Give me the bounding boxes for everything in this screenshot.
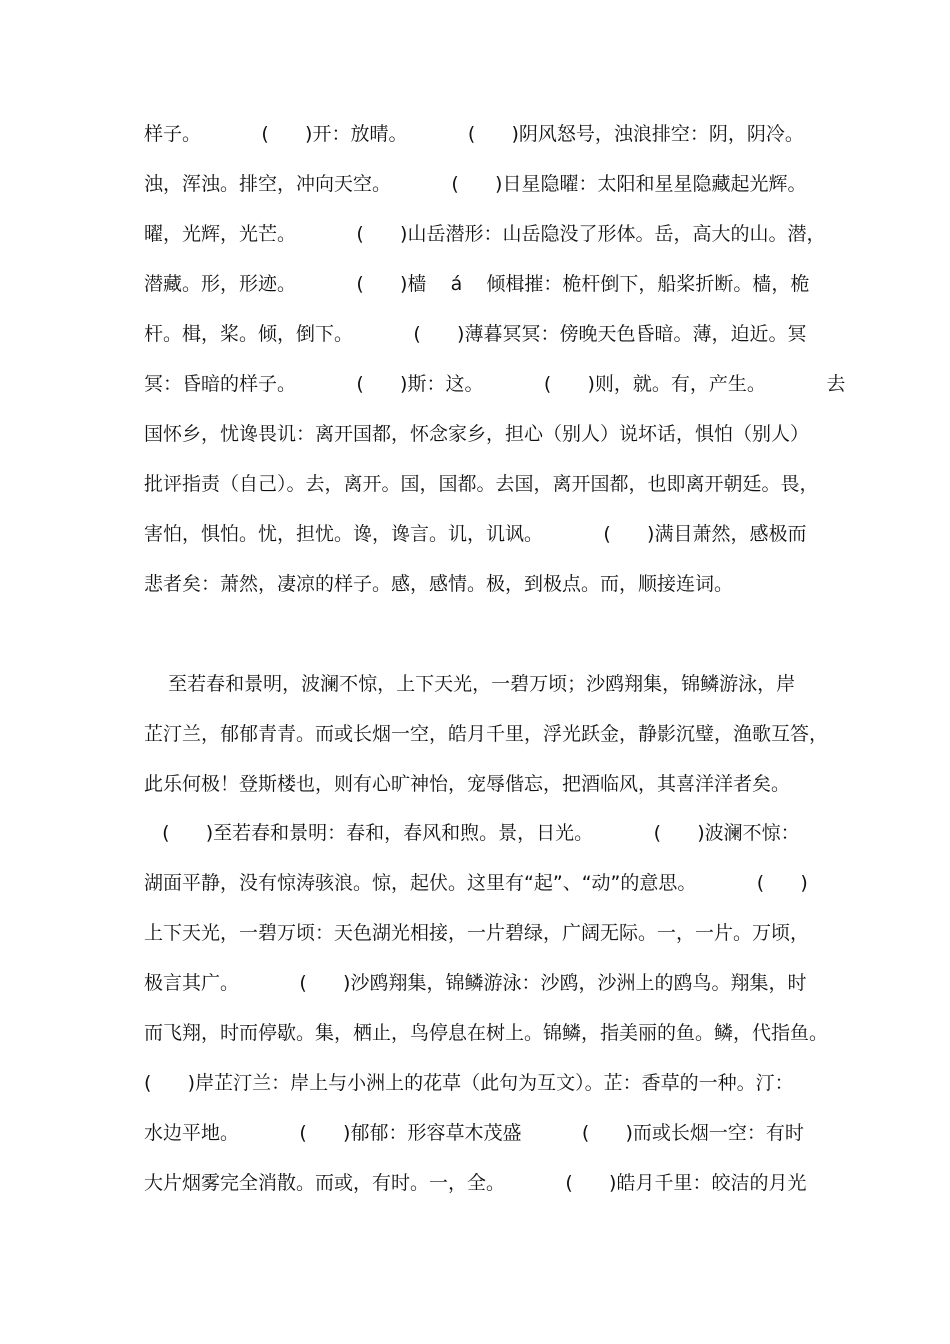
text-line: 湖面平静，没有惊涛骇浪。惊，起伏。这里有“起”、“动”的意思。 ( ) [144, 872, 808, 894]
text-line: 曜，光辉，光芒。 ( )山岳潜形：山岳隐没了形体。岳，高大的山。潜， [144, 223, 826, 245]
text-line: 浊，浑浊。排空，冲向天空。 ( )日星隐曜：太阳和星星隐藏起光辉。 [144, 173, 807, 195]
text-line: 潜藏。形，形迹。 ( )樯 á 倾楫摧：桅杆倒下，船桨折断。樯，桅 [144, 273, 810, 295]
text-line: 此乐何极！登斯楼也，则有心旷神怡，宠辱偕忘，把酒临风，其喜洋洋者矣。 [144, 773, 791, 795]
text-line: ( )岸芷汀兰：岸上与小洲上的花草（此句为互文）。芷：香草的一种。汀： [144, 1072, 794, 1094]
text-line: ( )至若春和景明：春和，春风和煦。景，日光。 ( )波澜不惊： [144, 822, 800, 844]
text-line: 批评指责（自己）。去，离开。国，国都。去国，离开国都，也即离开朝廷。畏， [144, 473, 819, 495]
text-line: 上下天光，一碧万顷：天色湖光相接，一片碧绿，广阔无际。一，一片。万顷， [144, 922, 810, 944]
text-line: 大片烟雾完全消散。而或，有时。一，全。 ( )皓月千里：皎洁的月光 [144, 1172, 807, 1194]
text-line: 水边平地。 ( )郁郁：形容草木茂盛 ( )而或长烟一空：有时 [144, 1122, 804, 1144]
text-line: 芷汀兰，郁郁青青。而或长烟一空，皓月千里，浮光跃金，静影沉璧，渔歌互答， [144, 723, 829, 745]
text-line: 冥：昏暗的样子。 ( )斯：这。 ( )则，就。有，产生。 去 [144, 373, 846, 395]
text-line: 悲者矣：萧然，凄凉的样子。感，感情。极，到极点。而，顺接连词。 [144, 573, 734, 595]
text-line: 极言其广。 ( )沙鸥翔集，锦鳞游泳：沙鸥，沙洲上的鸥鸟。翔集，时 [144, 972, 807, 994]
text-line: 国怀乡，忧谗畏讥：离开国都，怀念家乡，担心（别人）说坏话，惧怕（别人） [144, 423, 810, 445]
text-line: 至若春和景明，波澜不惊，上下天光，一碧万顷；沙鸥翔集，锦鳞游泳，岸 [144, 673, 796, 695]
text-line: 害怕，惧怕。忧，担忧。谗，谗言。讥，讥讽。 ( )满目萧然，感极而 [144, 523, 807, 545]
text-line: 杆。楫，桨。倾，倒下。 ( )薄暮冥冥：傍晚天色昏暗。薄，迫近。冥 [144, 323, 807, 345]
text-line: 而飞翔，时而停歇。集，栖止，鸟停息在树上。锦鳞，指美丽的鱼。鳞，代指鱼。 [144, 1022, 829, 1044]
text-line: 样子。 ( )开：放晴。 ( )阴风怒号，浊浪排空：阴，阴冷。 [144, 123, 804, 145]
